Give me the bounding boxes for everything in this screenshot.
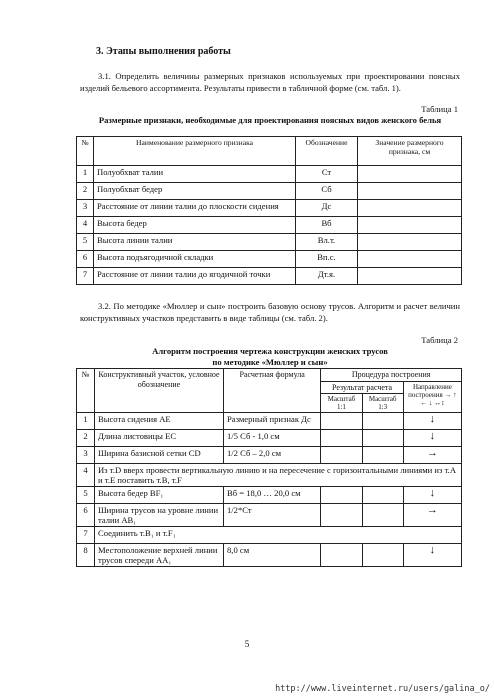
- row-number: 7: [77, 527, 95, 544]
- table-row: [77, 413, 462, 430]
- row-number: 1: [77, 166, 94, 183]
- page-number: 5: [244, 639, 250, 649]
- col-name: Наименование размерного признака: [94, 137, 296, 166]
- row-code: Вб: [296, 217, 358, 234]
- row-number: 6: [77, 504, 95, 527]
- table-1: [76, 136, 462, 285]
- row-number: 4: [77, 464, 95, 487]
- row-number: 4: [77, 217, 94, 234]
- table-row: [77, 234, 462, 251]
- row-number: 2: [77, 183, 94, 200]
- table-row: [77, 527, 462, 544]
- row-code: Дт.я.: [296, 268, 358, 285]
- table-row: [77, 268, 462, 285]
- table-row: [77, 251, 462, 268]
- table-row: [77, 200, 462, 217]
- row-scale2: [362, 504, 403, 527]
- row-number: 2: [77, 430, 95, 447]
- row-instruction: Соединить т.B₁ и т.F₁: [94, 527, 461, 544]
- row-direction-arrow: ↓: [403, 487, 461, 504]
- row-code: Вл.т.: [296, 234, 358, 251]
- row-name: Высота подъягодичной складки: [94, 251, 296, 268]
- table-row: [77, 217, 462, 234]
- col-result: Результат расчета: [321, 381, 404, 394]
- table1-header: [77, 137, 462, 166]
- table-row: [77, 430, 462, 447]
- row-number: 5: [77, 234, 94, 251]
- row-scale1: [321, 413, 362, 430]
- row-formula: 1/5 Сб - 1,0 см: [224, 430, 321, 447]
- row-code: Сб: [296, 183, 358, 200]
- row-scale2: [362, 413, 403, 430]
- table1-caption: Таблица 1: [421, 104, 458, 114]
- table2-title: Алгоритм построения чертежа конструкции женских трусов по методике «Мюллер и сын»: [152, 346, 388, 367]
- paragraph-2: 3.2. По методике «Мюллер и сын» построить базовую основу трусов. Алгоритм и расчет величин конструктивных участков представить в виде таблицы (см. табл. 2).: [80, 301, 460, 323]
- col-scale1: Масштаб 1:1: [321, 394, 362, 413]
- row-section: Высота бедер BF₁: [94, 487, 223, 504]
- table-row: [77, 464, 462, 487]
- table-row: [77, 544, 462, 567]
- row-number: 3: [77, 447, 95, 464]
- row-name: Расстояние от линии талии до ягодичной точки: [94, 268, 296, 285]
- row-scale1: [321, 544, 362, 567]
- row-section: Ширина трусов на уровне линии талии AB₁: [94, 504, 223, 527]
- row-section: Длина листовицы ЕС: [94, 430, 223, 447]
- row-value: [358, 268, 462, 285]
- table-row: [77, 166, 462, 183]
- col-procedure: Процедура построения: [321, 369, 462, 382]
- row-formula: 8,0 см: [224, 544, 321, 567]
- row-number: 5: [77, 487, 95, 504]
- row-direction-arrow: ↓: [403, 430, 461, 447]
- row-direction-arrow: ↓: [403, 413, 461, 430]
- row-formula: 1/2*Ст: [224, 504, 321, 527]
- row-name: Высота линии талии: [94, 234, 296, 251]
- row-value: [358, 200, 462, 217]
- row-value: [358, 251, 462, 268]
- row-number: 3: [77, 200, 94, 217]
- row-name: Расстояние от линии талии до плоскости сидения: [94, 200, 296, 217]
- row-direction-arrow: →: [403, 447, 461, 464]
- row-scale1: [321, 430, 362, 447]
- table2-header-row1: [77, 369, 462, 382]
- row-scale2: [362, 430, 403, 447]
- row-value: [358, 234, 462, 251]
- row-direction-arrow: ↓: [403, 544, 461, 567]
- table-2: [76, 368, 462, 567]
- row-formula: Размерный признак Дс: [224, 413, 321, 430]
- row-code: Дс: [296, 200, 358, 217]
- row-section: Ширина базисной сетки CD: [94, 447, 223, 464]
- col-direction: Направление построения → ↑ ← ↓ ↔↕: [403, 381, 461, 413]
- row-number: 1: [77, 413, 95, 430]
- paragraph-1: 3.1. Определить величины размерных признаков используемых при проектировании поясных изделий бельевого ассортимента. Результаты привести в табличной форме (см. табл. 1).: [80, 71, 460, 93]
- col-section: Конструктивный участок, условное обозначение: [94, 369, 223, 413]
- table-row: [77, 183, 462, 200]
- row-number: 8: [77, 544, 95, 567]
- section-title: 3. Этапы выполнения работы: [96, 46, 231, 57]
- footer-url: http://www.liveinternet.ru/users/galina_o/: [275, 684, 490, 694]
- row-value: [358, 183, 462, 200]
- table1-title: Размерные признаки, необходимые для проектирования поясных видов женского белья: [98, 115, 442, 125]
- row-section: Высота сидения АЕ: [94, 413, 223, 430]
- row-code: Вп.с.: [296, 251, 358, 268]
- row-direction-arrow: →: [403, 504, 461, 527]
- row-scale1: [321, 504, 362, 527]
- row-scale2: [362, 447, 403, 464]
- row-name: Высота бедер: [94, 217, 296, 234]
- row-scale1: [321, 447, 362, 464]
- row-code: Ст: [296, 166, 358, 183]
- row-scale2: [362, 487, 403, 504]
- col-code: Обозначение: [296, 137, 358, 166]
- col-value: Значение размерного признака, см: [358, 137, 462, 166]
- table2-caption: Таблица 2: [421, 335, 458, 345]
- row-scale2: [362, 544, 403, 567]
- row-value: [358, 166, 462, 183]
- row-scale1: [321, 487, 362, 504]
- col-number: №: [77, 369, 95, 413]
- row-section: Местоположение верхней линии трусов спереди AA₁: [94, 544, 223, 567]
- row-number: 7: [77, 268, 94, 285]
- table-row: [77, 487, 462, 504]
- col-scale2: Масштаб 1:3: [362, 394, 403, 413]
- row-number: 6: [77, 251, 94, 268]
- row-name: Полуобхват талии: [94, 166, 296, 183]
- col-formula: Расчетная формула: [224, 369, 321, 413]
- col-number: №: [77, 137, 94, 166]
- row-name: Полуобхват бедер: [94, 183, 296, 200]
- row-value: [358, 217, 462, 234]
- table-row: [77, 447, 462, 464]
- table-row: [77, 504, 462, 527]
- row-formula: Вб = 18,0 … 20,0 см: [224, 487, 321, 504]
- row-formula: 1/2 Сб – 2,0 см: [224, 447, 321, 464]
- row-instruction: Из т.D вверх провести вертикальную линию и на пересечение с горизонтальными линиями из т.А и т.Е поставить т.В, т.F: [94, 464, 461, 487]
